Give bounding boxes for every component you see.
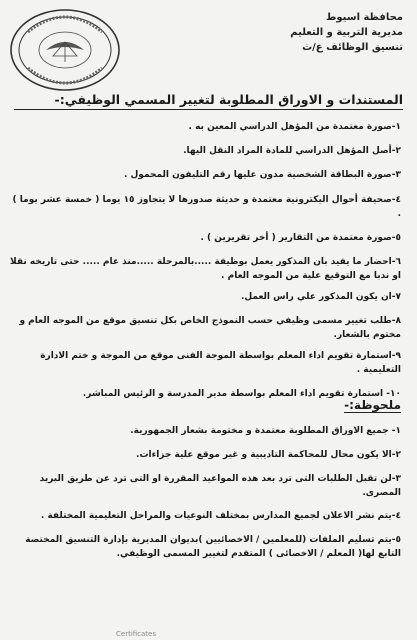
list-item: ٨-طلب تغيير مسمى وظيفي حسب النموذج الخاص بكل تنسيق موقع من الموجه العام و مختوم بالشعار. [19, 316, 401, 341]
list-item: ٢-أصل المؤهل الدراسي للمادة المراد النقل اليها. [183, 146, 401, 157]
list-item: ٥-صورة معتمدة من التقارير ( أخر تقريرين ) . [200, 232, 401, 243]
department-label: تنسيق الوظائف ع/ث [302, 42, 403, 53]
list-item: ٤-صحيفة أحوال اليكترونية معتمدة و حديثة صدورها لا يتجاوز ١٥ يوما ( خمسة عشر يوما ) . [12, 194, 401, 219]
page-title: المستندات و الاوراق المطلوبة لتغيير المسمي الوظيفي:- [14, 92, 403, 110]
documents-list [8, 120, 401, 412]
watermark-text: Certificates [116, 630, 157, 638]
directorate-seal-logo [6, 4, 124, 96]
list-item: ١-صورة معتمدة من المؤهل الدراسي المعين به . [188, 122, 401, 132]
list-item: ٩-استمارة تقويم اداء المعلم بواسطة الموجة الفنى موقع من الموجة و ختم الادارة التعليمية . [40, 351, 401, 376]
notes-heading: ملحوظة:- [344, 398, 401, 412]
list-item: ١- جميع الاوراق المطلوبة معتمدة و مختومة بشعار الجمهورية. [130, 426, 401, 436]
list-item: ٧-ان يكون المذكور علي راس العمل. [240, 291, 401, 302]
governorate-label: محافظة اسيوط [326, 12, 403, 23]
directorate-label: مديرية التربية و التعليم [290, 27, 403, 38]
letterhead [253, 10, 403, 55]
list-item: ٤-يتم نشر الاعلان لجميع المدارس بمختلف النوعيات والمراحل التعليمية المختلفة . [40, 511, 401, 522]
notes-list [8, 424, 401, 571]
list-item: ١٠- استمارة تقويم اداء المعلم بواسطة مدير المدرسة و الرئيس المباشر. [82, 389, 401, 400]
list-item: ٦-احضار ما يفيد بان المذكور يعمل بوظيفة .....بالمرحلة .....منذ عام ..... حتى تاريخه نقلا او ندبا مع التوقيع علية من الموجه العام . [10, 256, 401, 281]
list-item: ٣-لن تقبل الطلبات التى ترد بعد هذه المواعيد المقررة او التى ترد عن طريق البريد المصرى. [39, 473, 401, 498]
list-item: ٢-الا يكون محال للمحاكمة التاديبية و غير موقع علية جزاءات. [136, 449, 401, 460]
list-item: ٥-يتم تسليم الملفات (للمعلمين / الاخصائيين )بديوان المديرية بإدارة التنسيق المختصة التابع لها( المعلم / الاخصائى ) المتقدم لتغيير المسمى الوظيفي. [25, 535, 401, 560]
list-item: ٣-صورة البطاقة الشخصية مدون عليها رقم التليفون المحمول . [123, 170, 401, 181]
